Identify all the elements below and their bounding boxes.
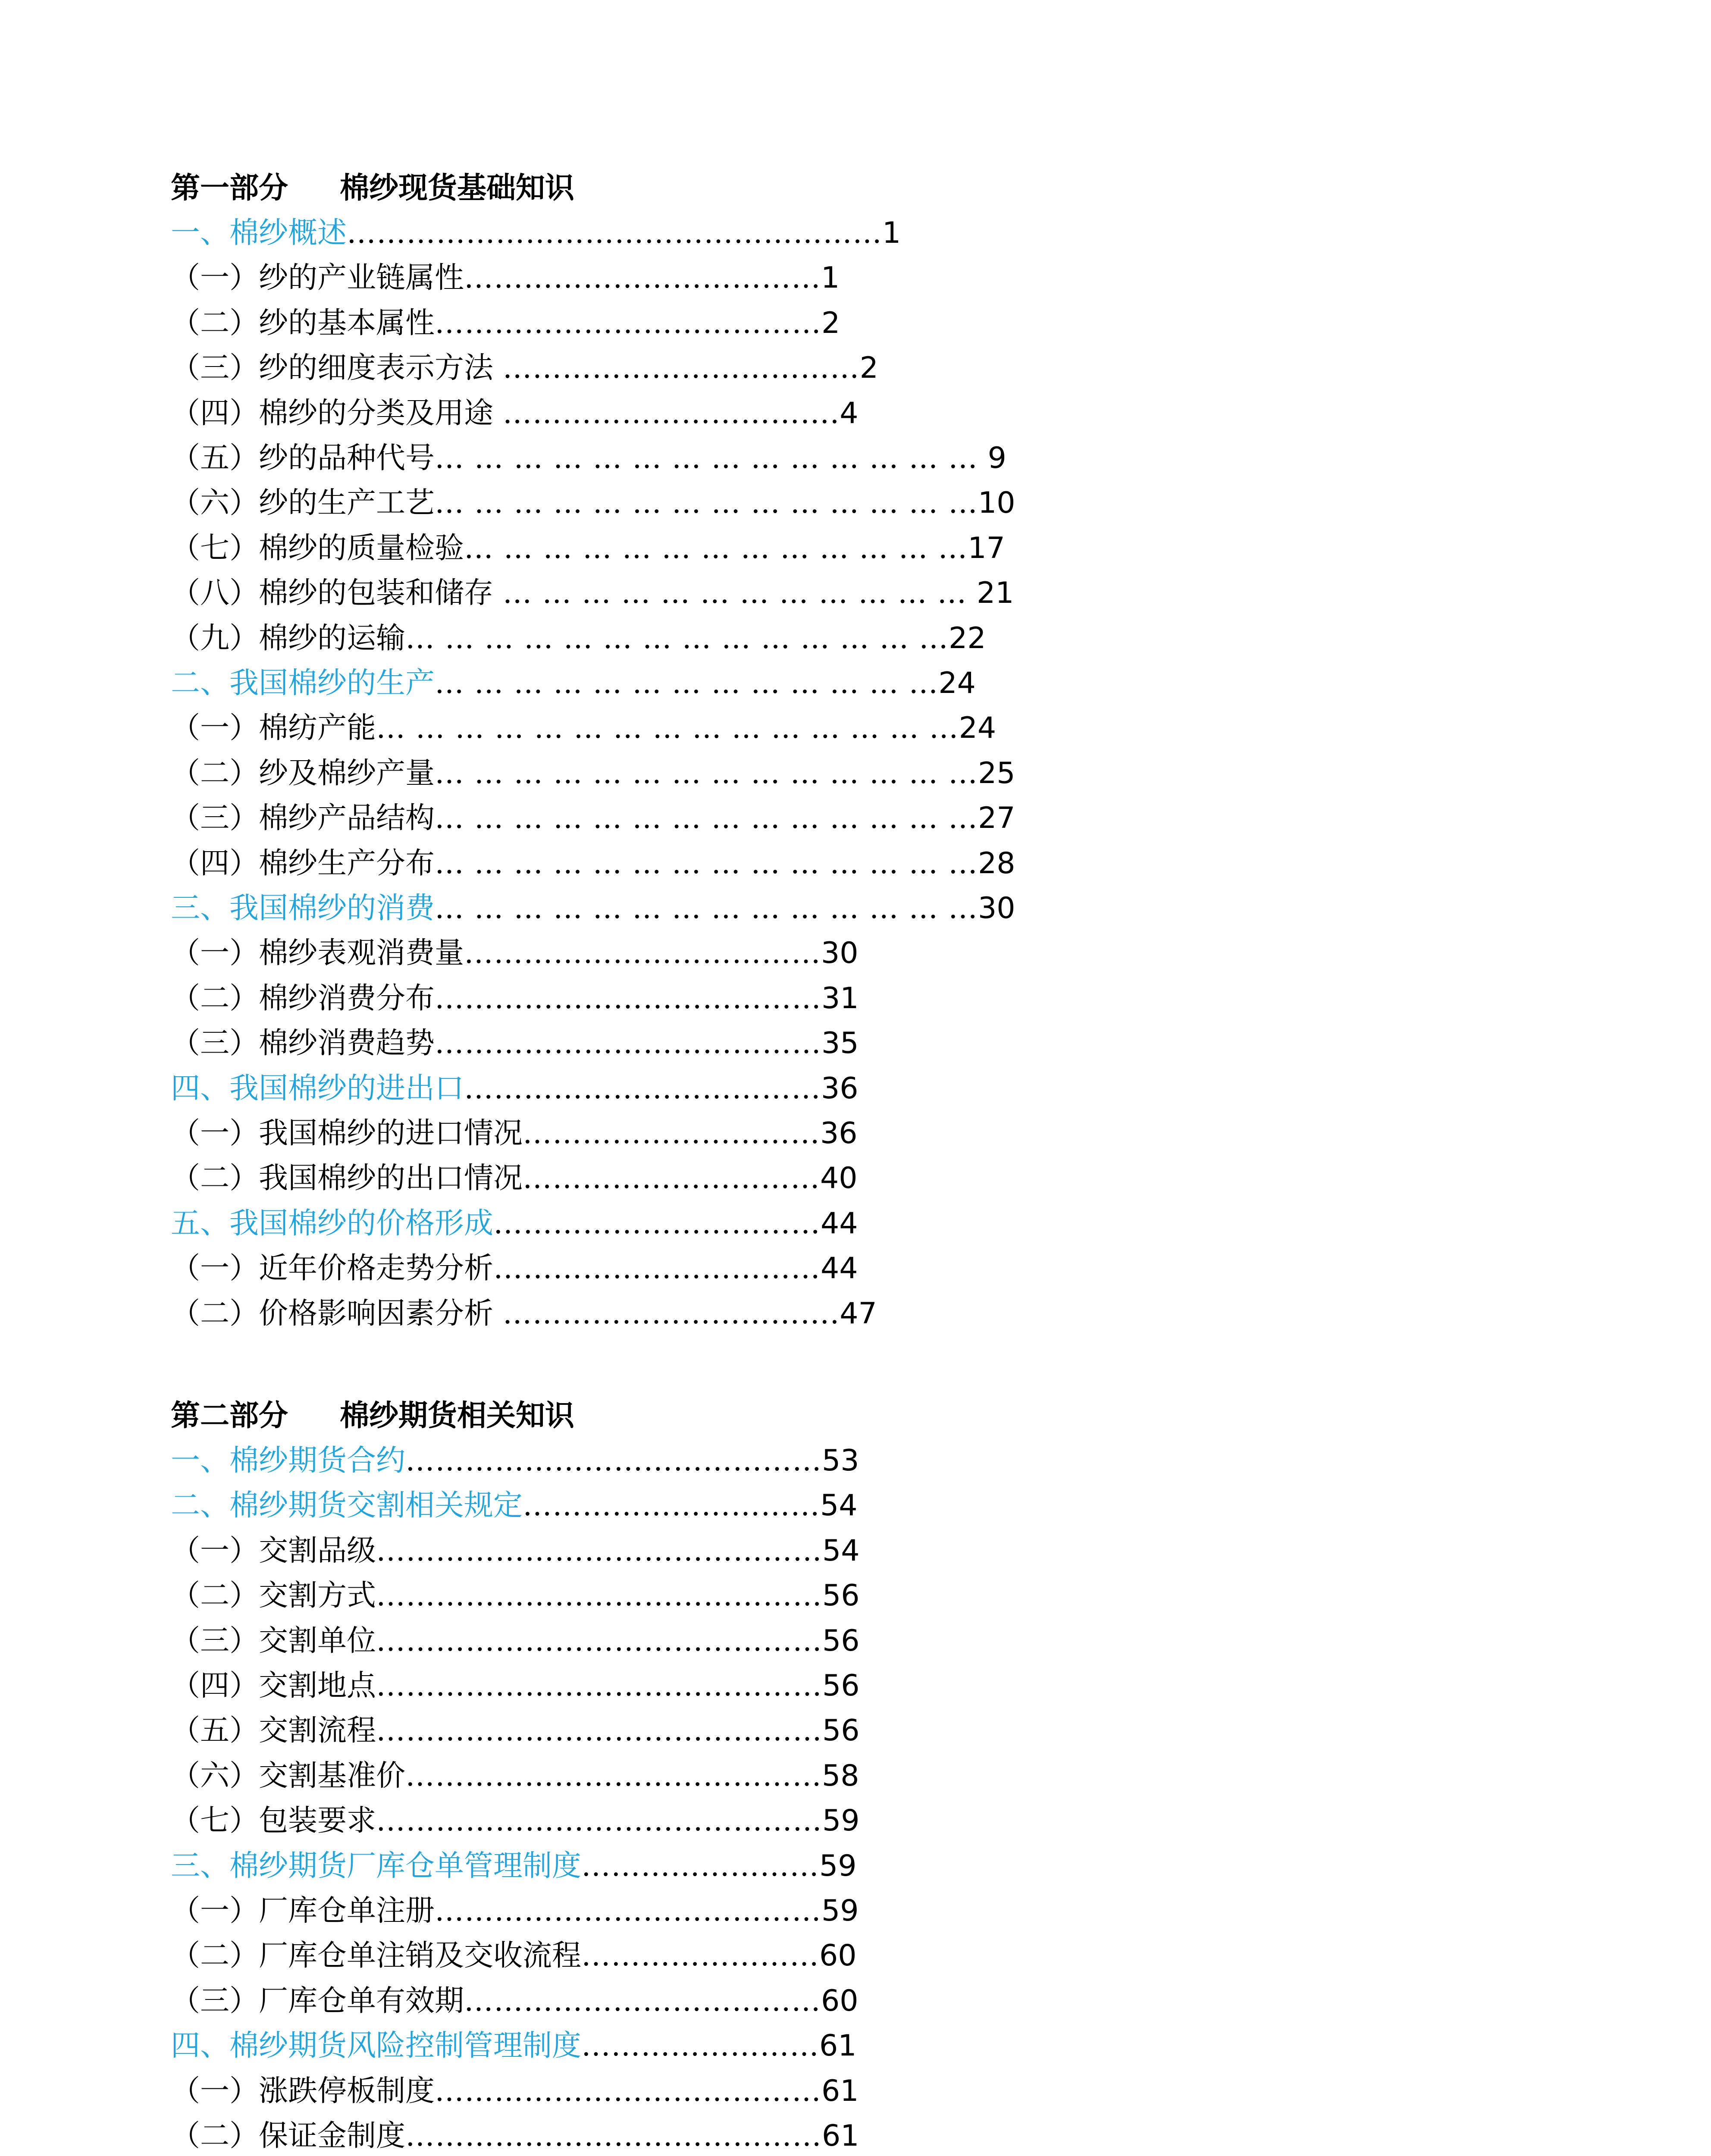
toc-entry-title: （六）纱的生产工艺	[171, 486, 435, 520]
toc-entry-title: （三）交割单位	[171, 1623, 376, 1658]
toc-entry-title: （五）纱的品种代号	[171, 441, 435, 475]
toc-item-entry[interactable]	[171, 481, 1015, 526]
toc-item-entry[interactable]	[171, 1619, 860, 1664]
toc-dot-leader: ………………………………	[464, 1071, 821, 1106]
toc-item-entry[interactable]	[171, 1246, 858, 1291]
toc-dot-leader: ………………………………………………	[347, 216, 883, 250]
toc-item-entry[interactable]	[171, 1156, 858, 1201]
part-title: 棉纱现货基础知识	[340, 171, 575, 205]
toc-entry-title: （三）纱的细度表示方法	[171, 351, 503, 385]
toc-page-number: 22	[949, 621, 986, 655]
toc-entry-title: （九）棉纱的运输	[171, 621, 406, 655]
toc-item-entry[interactable]	[171, 526, 1005, 571]
toc-dot-leader: ………………………………………	[376, 1669, 823, 1703]
toc-entry-title: （二）厂库仓单注销及交收流程	[171, 1939, 582, 1973]
toc-page-number: 61	[821, 2074, 859, 2108]
toc-page-number: 35	[821, 1026, 859, 1061]
toc-page-number: 21	[977, 576, 1014, 611]
toc-entry-title: （二）交割方式	[171, 1579, 376, 1613]
toc-dot-leader: …………………………	[523, 1161, 821, 1196]
toc-page-number: 17	[968, 531, 1005, 565]
toc-page-number: 28	[978, 846, 1015, 881]
toc-section-entry[interactable]	[171, 1844, 857, 1889]
toc-dot-leader: … … … … … … … … … … … … …	[435, 666, 939, 700]
part-heading	[171, 1394, 574, 1438]
toc-item-entry[interactable]	[171, 1529, 860, 1573]
toc-page-number: 54	[822, 1533, 860, 1568]
toc-page-number: 27	[978, 801, 1015, 836]
toc-dot-leader: …………………………….	[502, 396, 840, 430]
toc-entry-title: （二）纱及棉纱产量	[171, 756, 435, 790]
toc-page-number: 30	[821, 936, 859, 971]
toc-dot-leader: ………………………………………	[376, 1623, 823, 1658]
toc-page-number: 9	[987, 441, 1006, 475]
toc-item-entry[interactable]	[171, 931, 859, 976]
toc-dot-leader: ………………………………………	[376, 1579, 823, 1613]
toc-page-number: 36	[820, 1116, 858, 1150]
toc-item-entry[interactable]	[171, 616, 986, 661]
part-label: 第二部分	[171, 1399, 288, 1433]
toc-page-number: 54	[820, 1489, 858, 1523]
toc-entry-title: （一）棉纺产能	[171, 711, 376, 746]
toc-dot-leader: … … … … … … … … … … … … … …	[405, 621, 949, 655]
toc-dot-leader: ……………………	[581, 2029, 820, 2063]
toc-entry-title: 五、我国棉纱的价格形成	[171, 1206, 494, 1241]
toc-page-number: 36	[821, 1071, 859, 1106]
toc-item-entry[interactable]	[171, 1111, 858, 1156]
toc-page-number: 1	[882, 216, 901, 250]
toc-entry-title: （六）交割基准价	[171, 1758, 406, 1793]
toc-page-number: 40	[820, 1161, 858, 1196]
toc-item-entry[interactable]	[171, 1664, 860, 1708]
toc-entry-title: 一、棉纱概述	[171, 216, 347, 250]
toc-page-number: 25	[978, 756, 1015, 790]
toc-dot-leader: … … … … … … … … … … … … … …	[435, 756, 978, 790]
toc-page-number: 56	[822, 1623, 860, 1658]
toc-entry-title: （二）保证金制度	[171, 2119, 406, 2153]
toc-entry-title: （二）我国棉纱的出口情况	[171, 1161, 523, 1196]
toc-entry-title: （一）纱的产业链属性	[171, 261, 464, 295]
toc-dot-leader: ………………………………	[502, 351, 860, 385]
toc-item-entry[interactable]	[171, 301, 840, 346]
toc-entry-title: （二）纱的基本属性	[171, 306, 435, 340]
toc-item-entry[interactable]	[171, 391, 859, 436]
toc-item-entry[interactable]	[171, 706, 996, 751]
toc-dot-leader: … … … … … … … … … … … … … …	[435, 846, 978, 881]
toc-entry-title: （一）交割品级	[171, 1533, 376, 1568]
toc-entry-title: 二、我国棉纱的生产	[171, 666, 435, 700]
toc-section-entry[interactable]	[171, 2024, 857, 2068]
toc-page-number: 24	[959, 711, 997, 746]
toc-entry-title: （七）包装要求	[171, 1804, 376, 1838]
toc-page-number: 58	[822, 1758, 859, 1793]
toc-page-number: 56	[822, 1714, 860, 1748]
toc-dot-leader: ………………………………………	[376, 1714, 823, 1748]
toc-item-entry[interactable]	[171, 751, 1015, 796]
toc-item-entry[interactable]	[171, 256, 840, 301]
toc-section-entry[interactable]	[171, 1201, 858, 1246]
toc-entry-title: 三、棉纱期货厂库仓单管理制度	[171, 1849, 582, 1883]
toc-dot-leader: ………………………………………	[376, 1804, 823, 1838]
toc-dot-leader: ………………………………	[464, 1984, 821, 2018]
toc-dot-leader: … … … … … … … … … … … … … …	[435, 441, 988, 475]
toc-item-entry[interactable]	[171, 436, 1006, 481]
toc-page-number: 53	[822, 1444, 859, 1478]
toc-page-number: 61	[822, 2119, 859, 2153]
toc-item-entry[interactable]	[171, 796, 1015, 841]
toc-entry-title: 四、我国棉纱的进出口	[171, 1071, 464, 1106]
toc-entry-title: （七）棉纱的质量检验	[171, 531, 464, 565]
toc-dot-leader: ………………………………	[464, 261, 821, 295]
toc-item-entry[interactable]	[171, 2069, 859, 2114]
toc-item-entry[interactable]	[171, 1708, 860, 1753]
toc-entry-title: （四）棉纱的分类及用途	[171, 396, 503, 430]
toc-entry-title: 三、我国棉纱的消费	[171, 891, 435, 925]
toc-page-number: 56	[822, 1579, 860, 1613]
toc-page-number: 30	[978, 891, 1015, 925]
toc-dot-leader: ……………………………………	[405, 1444, 822, 1478]
toc-dot-leader: …………………………….	[502, 1296, 840, 1331]
toc-dot-leader: …………………………………	[435, 306, 822, 340]
toc-page-number: 31	[821, 981, 859, 1015]
toc-page-number: 4	[840, 396, 859, 430]
toc-page-number: 59	[822, 1804, 860, 1838]
toc-section-entry[interactable]	[171, 886, 1015, 931]
part-heading	[171, 166, 574, 211]
toc-dot-leader: ……………………………	[493, 1251, 821, 1286]
toc-page-number: 44	[821, 1251, 858, 1286]
toc-entry-title: （一）我国棉纱的进口情况	[171, 1116, 523, 1150]
toc-item-entry[interactable]	[171, 1573, 860, 1618]
toc-page-number: 44	[821, 1206, 858, 1241]
toc-page-number: 24	[938, 666, 976, 700]
toc-section-entry[interactable]	[171, 211, 901, 256]
toc-entry-title: （四）棉纱生产分布	[171, 846, 435, 881]
toc-page-number: 61	[819, 2029, 857, 2063]
toc-entry-title: （一）近年价格走势分析	[171, 1251, 494, 1286]
toc-item-entry[interactable]	[171, 976, 859, 1021]
toc-entry-title: （三）棉纱产品结构	[171, 801, 435, 836]
toc-entry-title: （一）棉纱表观消费量	[171, 936, 464, 971]
toc-dot-leader: … … … … … … … … … … … … … …	[435, 486, 978, 520]
toc-page-number: 47	[840, 1296, 877, 1331]
toc-dot-leader: ……………………	[581, 1849, 820, 1883]
toc-section-entry[interactable]	[171, 1066, 859, 1111]
toc-entry-title: （五）交割流程	[171, 1714, 376, 1748]
toc-item-entry[interactable]	[171, 2114, 859, 2156]
toc-item-entry[interactable]	[171, 346, 878, 391]
toc-dot-leader: … … … … … … … … … … … … … …	[435, 801, 978, 836]
toc-page-number: 2	[859, 351, 878, 385]
toc-page-number: 56	[822, 1669, 860, 1703]
toc-section-entry[interactable]	[171, 661, 976, 706]
toc-dot-leader: ……………………	[581, 1939, 820, 1973]
part-title: 棉纱期货相关知识	[340, 1399, 575, 1433]
toc-page-number: 59	[821, 1894, 859, 1928]
toc-entry-title: （一）涨跌停板制度	[171, 2074, 435, 2108]
toc-dot-leader: …………………………………	[435, 2074, 822, 2108]
toc-dot-leader: … … … … … … … … … … … … … … …	[376, 711, 959, 746]
toc-dot-leader: ………………………………	[464, 936, 821, 971]
toc-dot-leader: …………………………………	[435, 1026, 822, 1061]
toc-entry-title: （三）棉纱消费趋势	[171, 1026, 435, 1061]
toc-item-entry[interactable]	[171, 1934, 857, 1978]
toc-dot-leader: …………………………	[523, 1116, 821, 1150]
toc-dot-leader: … … … … … … … … … … … … … …	[435, 891, 978, 925]
toc-entry-title: 一、棉纱期货合约	[171, 1444, 406, 1478]
toc-entry-title: （八）棉纱的包装和储存	[171, 576, 503, 611]
toc-entry-title: （一）厂库仓单注册	[171, 1894, 435, 1928]
toc-dot-leader: …………………………	[523, 1489, 821, 1523]
toc-page-number: 2	[821, 306, 840, 340]
toc-entry-title: （四）交割地点	[171, 1669, 376, 1703]
toc-page-number: 60	[821, 1984, 859, 2018]
toc-item-entry[interactable]	[171, 1021, 859, 1066]
toc-item-entry[interactable]	[171, 1979, 859, 2024]
toc-entry-title: （二）棉纱消费分布	[171, 981, 435, 1015]
toc-dot-leader: … … … … … … … … … … … … …	[464, 531, 968, 565]
toc-item-entry[interactable]	[171, 1889, 859, 1934]
part-label: 第一部分	[171, 171, 288, 205]
toc-dot-leader: … … … … … … … … … … … …	[502, 576, 977, 611]
toc-item-entry[interactable]	[171, 1291, 877, 1336]
toc-page-number: 60	[819, 1939, 857, 1973]
toc-dot-leader: ……………………………	[493, 1206, 821, 1241]
toc-dot-leader: …………………………………	[435, 981, 822, 1015]
toc-page-number: 59	[819, 1849, 857, 1883]
toc-dot-leader: ……………………………………	[405, 2119, 822, 2153]
toc-item-entry[interactable]	[171, 841, 1015, 886]
toc-item-entry[interactable]	[171, 1754, 859, 1799]
toc-page-number: 1	[821, 261, 840, 295]
toc-dot-leader: ………………………………………	[376, 1533, 823, 1568]
toc-dot-leader: …………………………………	[435, 1894, 822, 1928]
toc-section-entry[interactable]	[171, 1438, 859, 1483]
toc-entry-title: （三）厂库仓单有效期	[171, 1984, 464, 2018]
toc-entry-title: （二）价格影响因素分析	[171, 1296, 503, 1331]
toc-item-entry[interactable]	[171, 1799, 860, 1843]
toc-entry-title: 二、棉纱期货交割相关规定	[171, 1489, 523, 1523]
toc-section-entry[interactable]	[171, 1483, 858, 1528]
toc-item-entry[interactable]	[171, 571, 1014, 616]
toc-dot-leader: ……………………………………	[405, 1758, 822, 1793]
toc-entry-title: 四、棉纱期货风险控制管理制度	[171, 2029, 582, 2063]
toc-page-number: 10	[978, 486, 1015, 520]
